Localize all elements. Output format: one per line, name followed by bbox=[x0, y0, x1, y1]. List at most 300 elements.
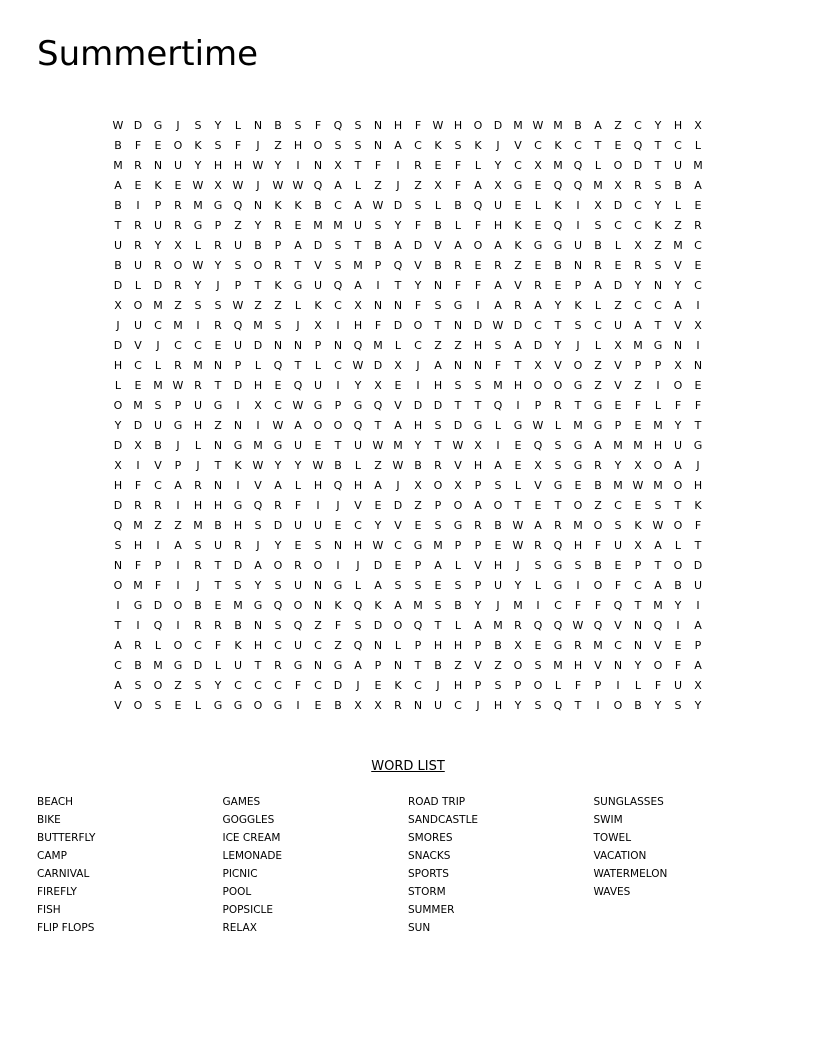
grid-letter: R bbox=[134, 219, 142, 232]
grid-letter: L bbox=[554, 679, 562, 692]
grid-letter: B bbox=[374, 239, 382, 252]
grid-letter: F bbox=[494, 359, 502, 372]
grid-letter: S bbox=[334, 239, 342, 252]
grid-letter: C bbox=[314, 639, 322, 652]
grid-letter: I bbox=[576, 199, 580, 212]
grid-letter: V bbox=[434, 239, 442, 252]
grid-letter: Q bbox=[333, 119, 343, 132]
grid-letter: B bbox=[314, 199, 322, 212]
grid-letter: S bbox=[374, 219, 382, 232]
grid-letter: I bbox=[336, 379, 340, 392]
grid-letter: U bbox=[153, 219, 163, 232]
grid-letter: P bbox=[414, 559, 422, 572]
grid-letter: Y bbox=[194, 159, 202, 172]
grid-letter: C bbox=[354, 519, 362, 532]
grid-letter: P bbox=[614, 419, 622, 432]
grid-letter: O bbox=[173, 139, 183, 152]
grid-letter: M bbox=[653, 599, 663, 612]
grid-letter: A bbox=[294, 419, 302, 432]
grid-letter: F bbox=[314, 119, 322, 132]
grid-letter: D bbox=[393, 499, 403, 512]
grid-letter: S bbox=[554, 439, 562, 452]
grid-letter: C bbox=[414, 679, 422, 692]
grid-letter: Y bbox=[634, 279, 642, 292]
grid-letter: P bbox=[274, 239, 282, 252]
grid-letter: U bbox=[233, 339, 243, 352]
grid-letter: W bbox=[292, 179, 304, 192]
word-list-item: SWIM bbox=[593, 814, 623, 826]
grid-letter: F bbox=[674, 399, 682, 412]
grid-letter: R bbox=[174, 199, 182, 212]
grid-letter: U bbox=[613, 319, 623, 332]
grid-letter: O bbox=[533, 379, 543, 392]
grid-letter: G bbox=[133, 599, 143, 612]
grid-letter: A bbox=[474, 179, 482, 192]
grid-letter: H bbox=[693, 479, 703, 492]
grid-letter: I bbox=[396, 159, 400, 172]
grid-letter: T bbox=[114, 619, 122, 632]
grid-letter: S bbox=[474, 379, 482, 392]
grid-letter: H bbox=[573, 659, 583, 672]
grid-letter: R bbox=[214, 239, 222, 252]
grid-letter: X bbox=[534, 359, 542, 372]
grid-letter: Y bbox=[254, 219, 262, 232]
grid-letter: R bbox=[294, 559, 302, 572]
grid-letter: O bbox=[473, 119, 483, 132]
grid-letter: R bbox=[154, 259, 162, 272]
grid-letter: E bbox=[374, 679, 382, 692]
grid-letter: L bbox=[554, 419, 562, 432]
grid-letter: F bbox=[594, 599, 602, 612]
word-list-item: RELAX bbox=[222, 922, 257, 934]
grid-letter: A bbox=[374, 579, 382, 592]
grid-letter: C bbox=[274, 639, 282, 652]
grid-letter: M bbox=[493, 379, 503, 392]
grid-letter: M bbox=[253, 319, 263, 332]
grid-letter: O bbox=[473, 239, 483, 252]
grid-letter: S bbox=[214, 299, 222, 312]
grid-letter: N bbox=[333, 339, 343, 352]
grid-letter: O bbox=[113, 399, 123, 412]
grid-letter: W bbox=[572, 619, 584, 632]
grid-letter: J bbox=[336, 499, 340, 512]
grid-letter: G bbox=[533, 239, 543, 252]
grid-letter: K bbox=[334, 599, 342, 612]
grid-letter: O bbox=[573, 499, 583, 512]
grid-letter: H bbox=[653, 439, 663, 452]
grid-letter: O bbox=[393, 619, 403, 632]
grid-letter: Y bbox=[654, 119, 662, 132]
grid-letter: W bbox=[352, 359, 364, 372]
grid-letter: Z bbox=[214, 419, 222, 432]
grid-letter: S bbox=[334, 259, 342, 272]
grid-letter: M bbox=[333, 219, 343, 232]
grid-letter: C bbox=[634, 199, 642, 212]
grid-letter: C bbox=[454, 699, 462, 712]
grid-letter: A bbox=[494, 299, 502, 312]
grid-letter: H bbox=[353, 539, 363, 552]
grid-letter: I bbox=[116, 599, 120, 612]
grid-letter: C bbox=[234, 679, 242, 692]
grid-letter: U bbox=[153, 419, 163, 432]
grid-letter: Q bbox=[233, 199, 243, 212]
grid-letter: F bbox=[474, 279, 482, 292]
grid-letter: N bbox=[253, 119, 263, 132]
grid-letter: C bbox=[674, 139, 682, 152]
grid-letter: Z bbox=[454, 659, 462, 672]
grid-letter: S bbox=[434, 419, 442, 432]
grid-letter: O bbox=[173, 259, 183, 272]
grid-letter: Q bbox=[553, 699, 563, 712]
word-list-item: SUN bbox=[408, 922, 431, 934]
grid-letter: P bbox=[214, 219, 222, 232]
grid-letter: H bbox=[193, 419, 203, 432]
word-list-item: STORM bbox=[408, 886, 446, 898]
grid-letter: O bbox=[673, 479, 683, 492]
grid-letter: W bbox=[512, 539, 524, 552]
grid-letter: H bbox=[493, 699, 503, 712]
grid-letter: G bbox=[273, 699, 283, 712]
grid-letter: T bbox=[554, 499, 562, 512]
grid-letter: Y bbox=[634, 659, 642, 672]
grid-letter: P bbox=[474, 579, 482, 592]
grid-letter: I bbox=[136, 199, 140, 212]
grid-letter: E bbox=[534, 639, 542, 652]
grid-letter: L bbox=[514, 479, 522, 492]
grid-letter: F bbox=[134, 479, 142, 492]
grid-letter: N bbox=[393, 299, 403, 312]
grid-letter: V bbox=[674, 319, 682, 332]
grid-letter: Y bbox=[274, 159, 282, 172]
grid-letter: H bbox=[673, 119, 683, 132]
grid-letter: I bbox=[196, 319, 200, 332]
grid-letter: S bbox=[354, 139, 362, 152]
grid-letter: P bbox=[154, 559, 162, 572]
grid-letter: A bbox=[694, 179, 702, 192]
grid-letter: G bbox=[573, 459, 583, 472]
grid-letter: S bbox=[234, 259, 242, 272]
grid-letter: V bbox=[474, 559, 482, 572]
grid-letter: J bbox=[436, 679, 440, 692]
word-list-item: SNACKS bbox=[408, 850, 451, 862]
grid-letter: Z bbox=[414, 179, 422, 192]
grid-letter: Q bbox=[613, 599, 623, 612]
grid-letter: V bbox=[254, 479, 262, 492]
grid-letter: N bbox=[273, 339, 283, 352]
grid-letter: N bbox=[373, 139, 383, 152]
grid-letter: Q bbox=[333, 479, 343, 492]
grid-letter: W bbox=[292, 399, 304, 412]
grid-letter: M bbox=[553, 659, 563, 672]
grid-letter: S bbox=[154, 399, 162, 412]
grid-letter: R bbox=[574, 639, 582, 652]
grid-letter: Q bbox=[333, 279, 343, 292]
grid-letter: D bbox=[113, 339, 123, 352]
grid-letter: H bbox=[313, 479, 323, 492]
grid-letter: C bbox=[614, 219, 622, 232]
grid-letter: R bbox=[274, 259, 282, 272]
grid-letter: S bbox=[534, 699, 542, 712]
grid-letter: L bbox=[594, 159, 602, 172]
grid-letter: R bbox=[134, 499, 142, 512]
grid-letter: C bbox=[114, 659, 122, 672]
grid-letter: M bbox=[553, 159, 563, 172]
grid-letter: W bbox=[512, 519, 524, 532]
grid-letter: F bbox=[654, 679, 662, 692]
grid-letter: S bbox=[254, 519, 262, 532]
grid-letter: D bbox=[233, 559, 243, 572]
grid-letter: P bbox=[374, 659, 382, 672]
grid-letter: B bbox=[334, 699, 342, 712]
grid-letter: N bbox=[333, 539, 343, 552]
grid-letter: P bbox=[374, 259, 382, 272]
grid-letter: F bbox=[294, 499, 302, 512]
grid-letter: V bbox=[554, 359, 562, 372]
grid-letter: W bbox=[232, 179, 244, 192]
grid-letter: Q bbox=[593, 619, 603, 632]
grid-letter: X bbox=[694, 119, 702, 132]
grid-letter: W bbox=[312, 459, 324, 472]
grid-letter: T bbox=[654, 139, 662, 152]
grid-letter: M bbox=[253, 439, 263, 452]
grid-letter: A bbox=[494, 239, 502, 252]
grid-letter: W bbox=[112, 119, 124, 132]
grid-letter: H bbox=[353, 319, 363, 332]
grid-letter: O bbox=[493, 499, 503, 512]
grid-letter: Y bbox=[514, 579, 522, 592]
grid-letter: M bbox=[673, 239, 683, 252]
grid-letter: S bbox=[274, 319, 282, 332]
grid-letter: E bbox=[694, 199, 702, 212]
grid-letter: G bbox=[553, 479, 563, 492]
grid-letter: X bbox=[114, 299, 122, 312]
grid-letter: K bbox=[694, 499, 702, 512]
grid-letter: G bbox=[213, 699, 223, 712]
grid-letter: T bbox=[434, 439, 442, 452]
grid-letter: F bbox=[414, 219, 422, 232]
grid-letter: O bbox=[173, 639, 183, 652]
grid-letter: R bbox=[394, 699, 402, 712]
grid-letter: P bbox=[174, 459, 182, 472]
grid-letter: S bbox=[434, 299, 442, 312]
grid-letter: R bbox=[474, 519, 482, 532]
word-list-item: BEACH bbox=[37, 796, 74, 808]
grid-letter: G bbox=[253, 599, 263, 612]
grid-letter: H bbox=[393, 119, 403, 132]
grid-letter: A bbox=[474, 499, 482, 512]
grid-letter: Y bbox=[654, 699, 662, 712]
grid-letter: X bbox=[634, 539, 642, 552]
grid-letter: R bbox=[174, 359, 182, 372]
grid-letter: R bbox=[194, 559, 202, 572]
grid-letter: G bbox=[553, 579, 563, 592]
grid-letter: A bbox=[114, 679, 122, 692]
grid-letter: Z bbox=[434, 339, 442, 352]
grid-letter: S bbox=[574, 559, 582, 572]
grid-letter: V bbox=[394, 399, 402, 412]
grid-letter: X bbox=[454, 479, 462, 492]
grid-letter: Q bbox=[553, 619, 563, 632]
grid-letter: X bbox=[374, 699, 382, 712]
grid-letter: I bbox=[656, 379, 660, 392]
grid-letter: E bbox=[614, 259, 622, 272]
grid-letter: Y bbox=[654, 199, 662, 212]
grid-letter: D bbox=[433, 399, 443, 412]
grid-letter: O bbox=[593, 579, 603, 592]
grid-letter: Q bbox=[353, 339, 363, 352]
grid-letter: R bbox=[194, 479, 202, 492]
grid-letter: X bbox=[634, 239, 642, 252]
grid-letter: F bbox=[154, 579, 162, 592]
grid-letter: E bbox=[214, 339, 222, 352]
grid-letter: D bbox=[273, 519, 283, 532]
grid-letter: T bbox=[454, 399, 462, 412]
grid-letter: N bbox=[153, 159, 163, 172]
grid-letter: Q bbox=[633, 139, 643, 152]
grid-letter: W bbox=[172, 379, 184, 392]
grid-letter: M bbox=[353, 259, 363, 272]
grid-letter: E bbox=[494, 539, 502, 552]
grid-letter: B bbox=[254, 239, 262, 252]
grid-letter: L bbox=[354, 579, 362, 592]
grid-letter: E bbox=[534, 259, 542, 272]
grid-letter: S bbox=[434, 519, 442, 532]
grid-letter: O bbox=[273, 559, 283, 572]
grid-letter: Z bbox=[454, 339, 462, 352]
grid-letter: U bbox=[673, 439, 683, 452]
grid-letter: A bbox=[674, 459, 682, 472]
grid-letter: I bbox=[136, 619, 140, 632]
grid-letter: V bbox=[474, 659, 482, 672]
grid-letter: U bbox=[493, 579, 503, 592]
grid-letter: R bbox=[194, 379, 202, 392]
grid-letter: X bbox=[614, 339, 622, 352]
grid-letter: R bbox=[494, 259, 502, 272]
grid-letter: V bbox=[314, 259, 322, 272]
grid-letter: S bbox=[134, 679, 142, 692]
grid-letter: C bbox=[334, 199, 342, 212]
grid-letter: H bbox=[433, 379, 443, 392]
grid-letter: G bbox=[313, 399, 323, 412]
grid-letter: B bbox=[594, 479, 602, 492]
grid-letter: F bbox=[234, 139, 242, 152]
grid-letter: T bbox=[514, 359, 522, 372]
grid-letter: O bbox=[133, 299, 143, 312]
grid-letter: L bbox=[134, 279, 142, 292]
grid-letter: Y bbox=[694, 699, 702, 712]
grid-letter: E bbox=[614, 559, 622, 572]
grid-letter: S bbox=[494, 339, 502, 352]
grid-letter: C bbox=[334, 359, 342, 372]
grid-letter: Z bbox=[174, 519, 182, 532]
grid-letter: B bbox=[114, 259, 122, 272]
grid-letter: A bbox=[114, 179, 122, 192]
grid-letter: D bbox=[413, 399, 423, 412]
grid-letter: C bbox=[614, 639, 622, 652]
grid-letter: U bbox=[233, 239, 243, 252]
grid-letter: T bbox=[254, 659, 262, 672]
grid-letter: A bbox=[654, 539, 662, 552]
grid-letter: T bbox=[214, 579, 222, 592]
grid-letter: L bbox=[154, 639, 162, 652]
grid-letter: S bbox=[294, 119, 302, 132]
grid-letter: J bbox=[496, 139, 500, 152]
grid-letter: G bbox=[593, 399, 603, 412]
grid-letter: V bbox=[454, 459, 462, 472]
grid-letter: P bbox=[634, 559, 642, 572]
grid-letter: I bbox=[336, 319, 340, 332]
grid-letter: W bbox=[432, 119, 444, 132]
grid-letter: L bbox=[354, 459, 362, 472]
grid-letter: A bbox=[114, 639, 122, 652]
grid-letter: W bbox=[652, 519, 664, 532]
grid-letter: N bbox=[313, 159, 323, 172]
grid-letter: N bbox=[113, 559, 123, 572]
grid-letter: T bbox=[694, 539, 702, 552]
grid-letter: S bbox=[414, 199, 422, 212]
grid-letter: O bbox=[313, 419, 323, 432]
grid-letter: F bbox=[414, 119, 422, 132]
grid-letter: Q bbox=[493, 399, 503, 412]
word-list-title: WORD LIST bbox=[371, 759, 445, 774]
grid-letter: S bbox=[114, 539, 122, 552]
grid-letter: M bbox=[433, 539, 443, 552]
grid-letter: T bbox=[414, 659, 422, 672]
grid-letter: C bbox=[634, 299, 642, 312]
word-list-item: BIKE bbox=[37, 814, 61, 826]
grid-letter: F bbox=[414, 299, 422, 312]
grid-letter: R bbox=[274, 659, 282, 672]
word-list-item: POOL bbox=[222, 886, 252, 898]
grid-letter: N bbox=[393, 659, 403, 672]
grid-letter: C bbox=[254, 679, 262, 692]
grid-letter: L bbox=[234, 119, 242, 132]
grid-letter: O bbox=[293, 599, 303, 612]
grid-letter: N bbox=[213, 439, 223, 452]
grid-letter: N bbox=[373, 119, 383, 132]
grid-letter: E bbox=[634, 419, 642, 432]
grid-letter: Y bbox=[214, 679, 222, 692]
word-list-item: FISH bbox=[37, 904, 61, 916]
grid-letter: K bbox=[654, 219, 662, 232]
grid-letter: H bbox=[433, 639, 443, 652]
grid-letter: S bbox=[354, 119, 362, 132]
grid-letter: R bbox=[454, 259, 462, 272]
grid-letter: Y bbox=[354, 379, 362, 392]
grid-letter: Y bbox=[674, 419, 682, 432]
grid-letter: U bbox=[293, 579, 303, 592]
grid-letter: T bbox=[434, 619, 442, 632]
grid-letter: U bbox=[173, 159, 183, 172]
grid-letter: A bbox=[334, 179, 342, 192]
grid-letter: Z bbox=[254, 299, 262, 312]
grid-letter: W bbox=[252, 159, 264, 172]
grid-letter: Z bbox=[614, 119, 622, 132]
grid-letter: I bbox=[176, 619, 180, 632]
grid-letter: J bbox=[216, 279, 220, 292]
grid-letter: E bbox=[154, 139, 162, 152]
grid-letter: F bbox=[674, 659, 682, 672]
grid-letter: Z bbox=[654, 239, 662, 252]
grid-letter: Y bbox=[514, 699, 522, 712]
grid-letter: R bbox=[514, 299, 522, 312]
grid-letter: S bbox=[454, 379, 462, 392]
grid-letter: B bbox=[114, 199, 122, 212]
grid-letter: S bbox=[594, 219, 602, 232]
word-list-item: WATERMELON bbox=[593, 868, 668, 880]
grid-letter: M bbox=[593, 179, 603, 192]
grid-letter: D bbox=[413, 239, 423, 252]
